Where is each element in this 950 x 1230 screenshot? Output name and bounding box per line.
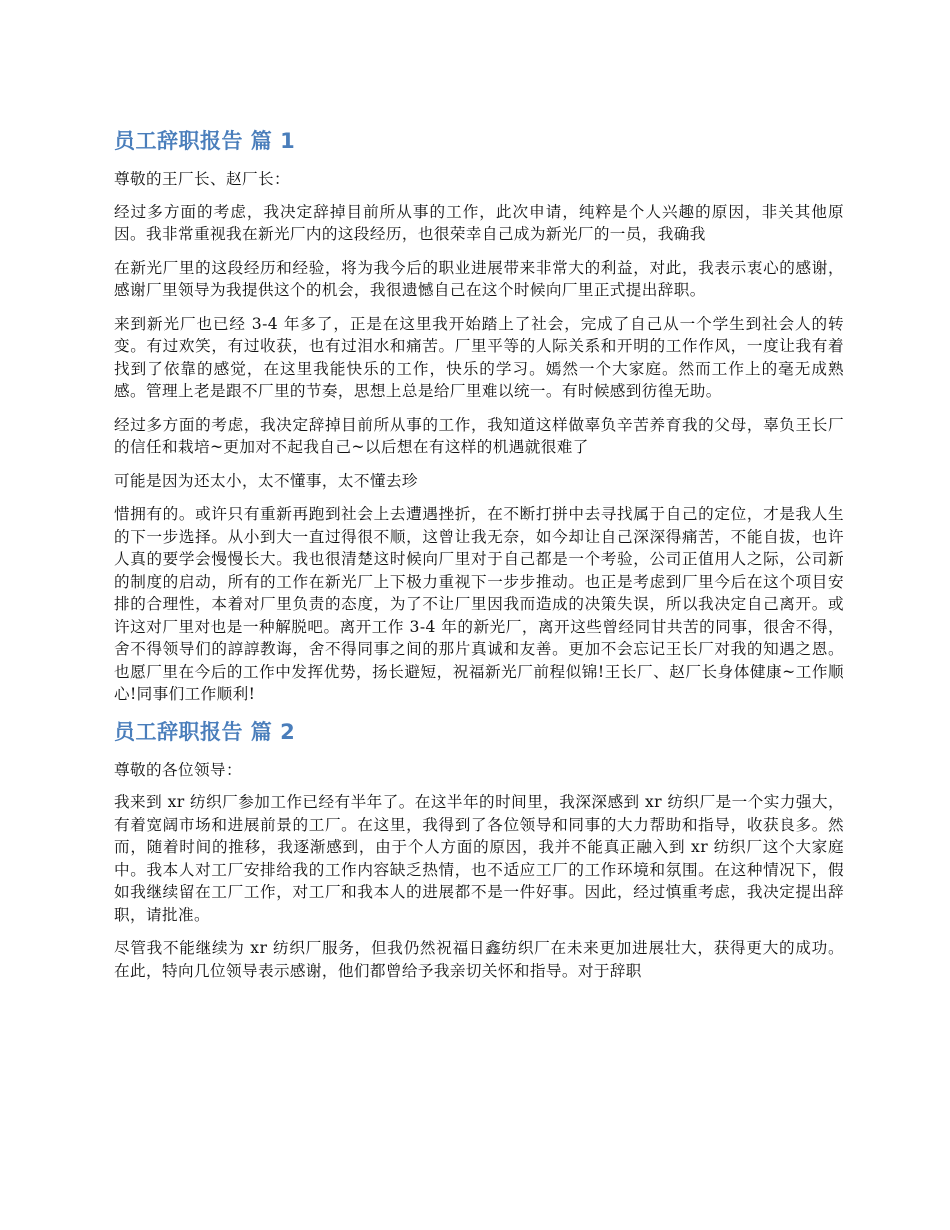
section-heading-1: 员工辞职报告 篇 1 <box>114 129 296 153</box>
document-page <box>114 126 844 993</box>
section-heading-2: 员工辞职报告 篇 2 <box>114 719 296 744</box>
salutation-2: 尊敬的各位领导： <box>114 760 242 779</box>
paragraph: 可能是因为还太小，太不懂事，太不懂去珍 <box>114 471 418 490</box>
salutation-1: 尊敬的王厂长、赵厂长： <box>114 170 290 188</box>
report-section-2 <box>114 717 844 983</box>
paragraph: 经过多方面的考虑，我决定辞掉目前所从事的工作，此次申请，纯粹是个人兴趣的原因，非关其他原因。我非常重视我在新光厂内的这段经历，也很荣幸自己成为新光厂的一员，我确我 <box>114 202 844 243</box>
paragraph: 在新光厂里的这段经历和经验，将为我今后的职业进展带来非常大的利益，对此，我表示衷心的感谢，感谢厂里领导为我提供这个的机会，我很遗憾自己在这个时候向厂里正式提出辞职。 <box>114 258 844 299</box>
paragraph: 经过多方面的考虑，我决定辞掉目前所从事的工作，我知道这样做辜负辛苦养育我的父母，辜负王长厂的信任和栽培~更加对不起我自己~以后想在有这样的机遇就很难了 <box>114 415 844 456</box>
paragraph: 我来到 xr 纺织厂参加工作已经有半年了。在这半年的时间里，我深深感到 xr 纺织厂是一个实力强大，有着宽阔市场和进展前景的工厂。在这里，我得到了各位领导和同事的大力帮助和指导，收获良多。然而，随着时间的推移，我逐渐感到，由于个人方面的原因，我并不能真正融入到 xr 纺织厂这个大家庭中。我本人对工厂安排给我的工作内容缺乏热情，也不适应工厂的工作环境和氛围。在这种情况下，假如我继续留在工厂工作，对工厂和我本人的进展都不是一件好事。因此，经过慎重考虑，我决定提出辞职，请批准。 <box>114 793 844 924</box>
paragraph: 尽管我不能继续为 xr 纺织厂服务，但我仍然祝福日鑫纺织厂在未来更加进展壮大，获得更大的成功。在此，特向几位领导表示感谢，他们都曾给予我亲切关怀和指导。对于辞职 <box>114 939 844 980</box>
paragraph: 来到新光厂也已经 3-4 年多了，正是在这里我开始踏上了社会，完成了自己从一个学生到社会人的转变。有过欢笑，有过收获，也有过泪水和痛苦。厂里平等的人际关系和开明的工作作风，一度让我有着找到了依靠的感觉，在这里我能快乐的工作，快乐的学习。嫣然一个大家庭。然而工作上的毫无成熟感。管理上老是跟不厂里的节奏，思想上总是给厂里难以统一。有时候感到彷徨无助。 <box>114 314 844 400</box>
paragraph: 惜拥有的。或许只有重新再跑到社会上去遭遇挫折，在不断打拼中去寻找属于自己的定位，才是我人生的下一步选择。从小到大一直过得很不顺，这曾让我无奈，如今却让自己深深得痛苦，不能自拔，也许人真的要学会慢慢长大。我也很清楚这时候向厂里对于自己都是一个考验，公司正值用人之际，公司新的制度的启动，所有的工作在新光厂上下极力重视下一步步推动。也正是考虑到厂里今后在这个项目安排的合理性，本着对厂里负责的态度，为了不让厂里因我而造成的决策失误，所以我决定自己离开。或许这对厂里对也是一种解脱吧。离开工作 3-4 年的新光厂，离开这些曾经同甘共苦的同事，很舍不得，舍不得领导们的諄諄教诲，舍不得同事之间的那片真诚和友善。更加不会忘记王长厂对我的知遇之恩。也愿厂里在今后的工作中发挥优势，扬长避短，祝福新光厂前程似锦!王长厂、赵厂长身体健康~工作顺心!同事们工作顺利! <box>114 505 844 703</box>
report-section-1 <box>114 126 844 706</box>
